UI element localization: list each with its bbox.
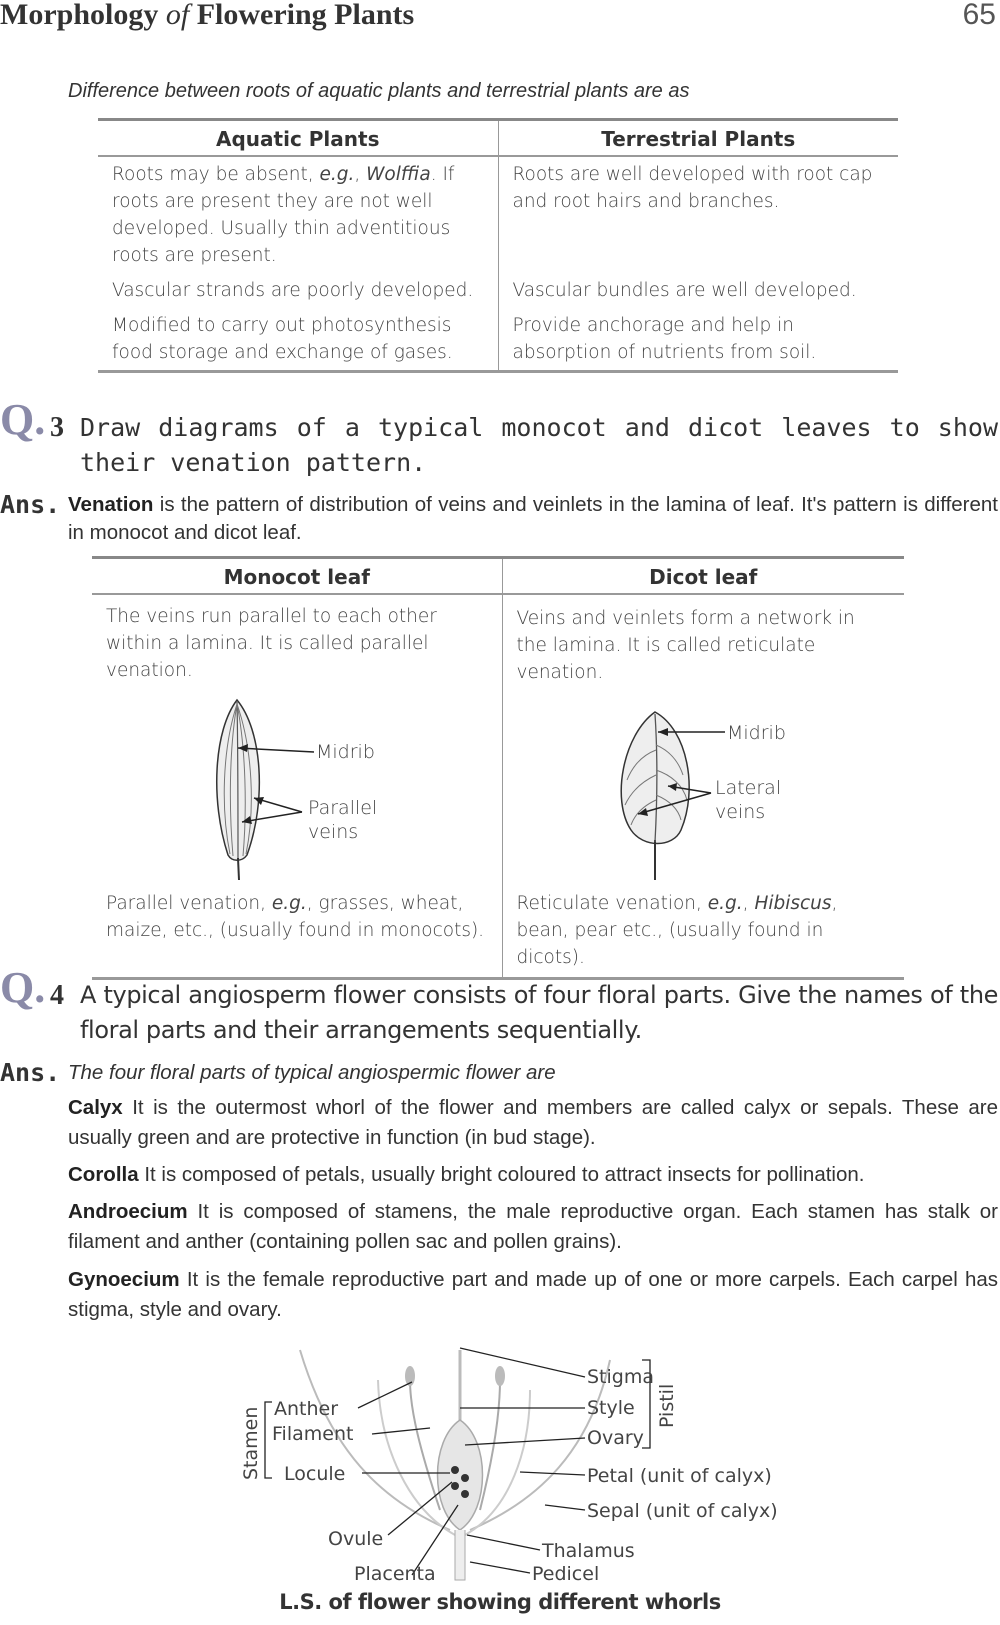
cell-text: , bean, pear etc., (usually found in dicots). bbox=[516, 893, 838, 968]
chapter-title bbox=[0, 0, 414, 32]
question-mark: Q. bbox=[0, 963, 46, 1012]
gynoecium-text: It is the female reproductive part and made up of one or more carpels. Each carpel has stigma, style and ovary. bbox=[68, 1268, 998, 1321]
dicot-leaf-diagram bbox=[503, 690, 905, 886]
table-row bbox=[92, 886, 904, 979]
androecium-paragraph bbox=[68, 1197, 998, 1257]
sepal-label: Sepal (unit of calyx) bbox=[587, 1500, 778, 1522]
monocot-leaf-svg bbox=[92, 690, 502, 886]
anther-right bbox=[495, 1366, 505, 1386]
table-row bbox=[98, 273, 898, 308]
cell-text: , bbox=[354, 164, 367, 185]
ovary-label: Ovary bbox=[587, 1427, 644, 1449]
corolla-paragraph bbox=[68, 1160, 998, 1190]
stamen-filament-right bbox=[480, 1380, 500, 1510]
monocot-veins-label-2: veins bbox=[308, 821, 359, 843]
monocot-petiole bbox=[238, 858, 239, 880]
stamen-bracket bbox=[265, 1402, 272, 1478]
roots-comparison-table bbox=[98, 118, 898, 373]
title-part1: Morphology bbox=[0, 0, 166, 31]
style-label: Style bbox=[587, 1397, 635, 1419]
pistil-label: Pistil bbox=[656, 1383, 678, 1428]
question-number: 3 bbox=[50, 412, 64, 443]
pedicel-pointer bbox=[470, 1562, 530, 1573]
locule-label: Locule bbox=[284, 1463, 346, 1485]
question-text: Draw diagrams of a typical monocot and dicot leaves to show their venation pattern. bbox=[80, 413, 998, 477]
monocot-diagram-cell bbox=[92, 690, 502, 886]
stamen-label: Stamen bbox=[240, 1406, 262, 1480]
title-of: of bbox=[165, 0, 190, 31]
cell-species: Wolffia bbox=[366, 164, 431, 185]
gynoecium-term: Gynoecium bbox=[68, 1268, 180, 1291]
page-header bbox=[0, 0, 1000, 40]
table-cell-terrestrial: Roots are well developed with root cap and root hairs and branches. bbox=[512, 164, 873, 212]
table-header-terrestrial: Terrestrial Plants bbox=[498, 120, 898, 157]
dicot-midrib-label: Midrib bbox=[726, 722, 786, 744]
question-text: A typical angiosperm flower consists of four floral parts. Give the names of the floral parts and their arrangements sequentially. bbox=[80, 981, 998, 1044]
flower-caption: L.S. of flower showing different whorls bbox=[279, 1590, 721, 1614]
cell-text: . If roots are present they are not well developed. Usually thin adventitious roots are present. bbox=[112, 164, 455, 266]
thalamus-pointer bbox=[467, 1535, 540, 1550]
page-number: 65 bbox=[962, 0, 996, 31]
table-cell-aquatic: Vascular strands are poorly developed. bbox=[98, 273, 498, 308]
table-header-row bbox=[98, 120, 898, 157]
ovule-dot bbox=[451, 1482, 459, 1490]
table-row bbox=[92, 594, 904, 690]
venation-table bbox=[92, 556, 904, 980]
anther-pointer bbox=[358, 1382, 412, 1408]
stamen-filament-left bbox=[410, 1380, 440, 1510]
table1-intro: Difference between roots of aquatic plants and terrestrial plants are as bbox=[68, 80, 690, 102]
dicot-veins-label-2: veins bbox=[714, 801, 765, 823]
cell-eg: e.g. bbox=[707, 893, 743, 914]
answer-body: is the pattern of distribution of veins and veinlets in the lamina of leaf. It's pattern is different in monocot and dicot leaf. bbox=[68, 493, 998, 544]
table-header-aquatic: Aquatic Plants bbox=[98, 120, 498, 157]
title-part2: Flowering Plants bbox=[189, 0, 415, 31]
table-header-row bbox=[92, 558, 904, 595]
table-row bbox=[98, 156, 898, 273]
answer-4-intro: The four floral parts of typical angiospermic flower are bbox=[68, 1061, 556, 1084]
monocot-midrib-label: Midrib bbox=[316, 741, 375, 763]
cell-species: Hibiscus bbox=[754, 893, 832, 914]
pedicel-label: Pedicel bbox=[532, 1563, 600, 1585]
ovule-dot bbox=[451, 1466, 459, 1474]
table-cell-terrestrial: Vascular bundles are well developed. bbox=[512, 280, 857, 301]
dicot-example bbox=[502, 886, 904, 979]
androecium-term: Androecium bbox=[68, 1200, 188, 1223]
dicot-description: Veins and veinlets form a network in the lamina. It is called reticulate venation. bbox=[516, 608, 855, 683]
corolla-text: It is composed of petals, usually bright coloured to attract insects for pollination. bbox=[138, 1163, 865, 1186]
table-row bbox=[98, 308, 898, 372]
question-4 bbox=[0, 963, 1000, 1053]
filament-pointer bbox=[372, 1428, 430, 1434]
sepal-pointer bbox=[545, 1505, 585, 1510]
answer-3-text bbox=[68, 491, 998, 547]
cell-text: , bbox=[742, 893, 755, 914]
answer-label: Ans. bbox=[0, 1058, 61, 1087]
calyx-paragraph bbox=[68, 1093, 998, 1153]
table-cell-terrestrial: Provide anchorage and help in absorption of nutrients from soil. bbox=[498, 308, 898, 372]
androecium-text: It is composed of stamens, the male reproductive organ. Each stamen has stalk or filament and anther (containing pollen sac and pollen grains). bbox=[68, 1200, 998, 1253]
ovule-label: Ovule bbox=[328, 1528, 384, 1550]
pedicel-shape bbox=[455, 1530, 465, 1580]
question-number: 4 bbox=[50, 980, 64, 1011]
flower-diagram bbox=[0, 1330, 1000, 1625]
question-mark: Q. bbox=[0, 395, 46, 444]
cell-eg: e.g. bbox=[319, 164, 355, 185]
monocot-description: The veins run parallel to each other within a lamina. It is called parallel venation. bbox=[92, 594, 502, 690]
petal-label: Petal (unit of calyx) bbox=[587, 1465, 772, 1487]
table-cell-aquatic: Modified to carry out photosynthesis food storage and exchange of gases. bbox=[98, 308, 498, 372]
monocot-example bbox=[92, 886, 502, 979]
stigma-label: Stigma bbox=[587, 1366, 655, 1388]
filament-label: Filament bbox=[272, 1423, 354, 1445]
cell-eg: e.g. bbox=[271, 893, 307, 914]
corolla-term: Corolla bbox=[68, 1163, 139, 1186]
flower-svg bbox=[0, 1330, 1000, 1590]
ovule-dot bbox=[461, 1490, 469, 1498]
table-cell-aquatic bbox=[98, 156, 498, 273]
table-header-monocot: Monocot leaf bbox=[92, 558, 502, 595]
question-3 bbox=[0, 395, 1000, 485]
cell-text: , grasses, wheat, maize, etc., (usually found in monocots). bbox=[106, 893, 485, 941]
cell-text: Parallel venation, bbox=[106, 893, 272, 914]
dicot-veins-label-1: Lateral bbox=[714, 777, 781, 799]
thalamus-label: Thalamus bbox=[542, 1540, 635, 1562]
cell-text: Roots may be absent, bbox=[112, 164, 320, 185]
dicot-leaf-svg bbox=[503, 690, 903, 886]
monocot-leaf-diagram bbox=[92, 690, 502, 886]
pistil-ovary bbox=[438, 1420, 483, 1530]
monocot-veins-label-1: Parallel bbox=[308, 797, 378, 819]
answer-label: Ans. bbox=[0, 490, 61, 519]
cell-text: Reticulate venation, bbox=[516, 893, 708, 914]
dicot-diagram-cell bbox=[502, 690, 904, 886]
table-header-dicot: Dicot leaf bbox=[502, 558, 904, 595]
calyx-text: It is the outermost whorl of the flower and members are called calyx or sepals. These are usually green and are protective in function (in bud stage). bbox=[68, 1096, 998, 1149]
calyx-term: Calyx bbox=[68, 1096, 123, 1119]
stigma-pointer bbox=[460, 1348, 585, 1377]
gynoecium-paragraph bbox=[68, 1265, 998, 1325]
placenta-label: Placenta bbox=[354, 1563, 436, 1585]
table-row-diagrams bbox=[92, 690, 904, 886]
anther-label: Anther bbox=[274, 1398, 339, 1420]
ovule-dot bbox=[461, 1474, 469, 1482]
answer-term: Venation bbox=[68, 493, 154, 516]
